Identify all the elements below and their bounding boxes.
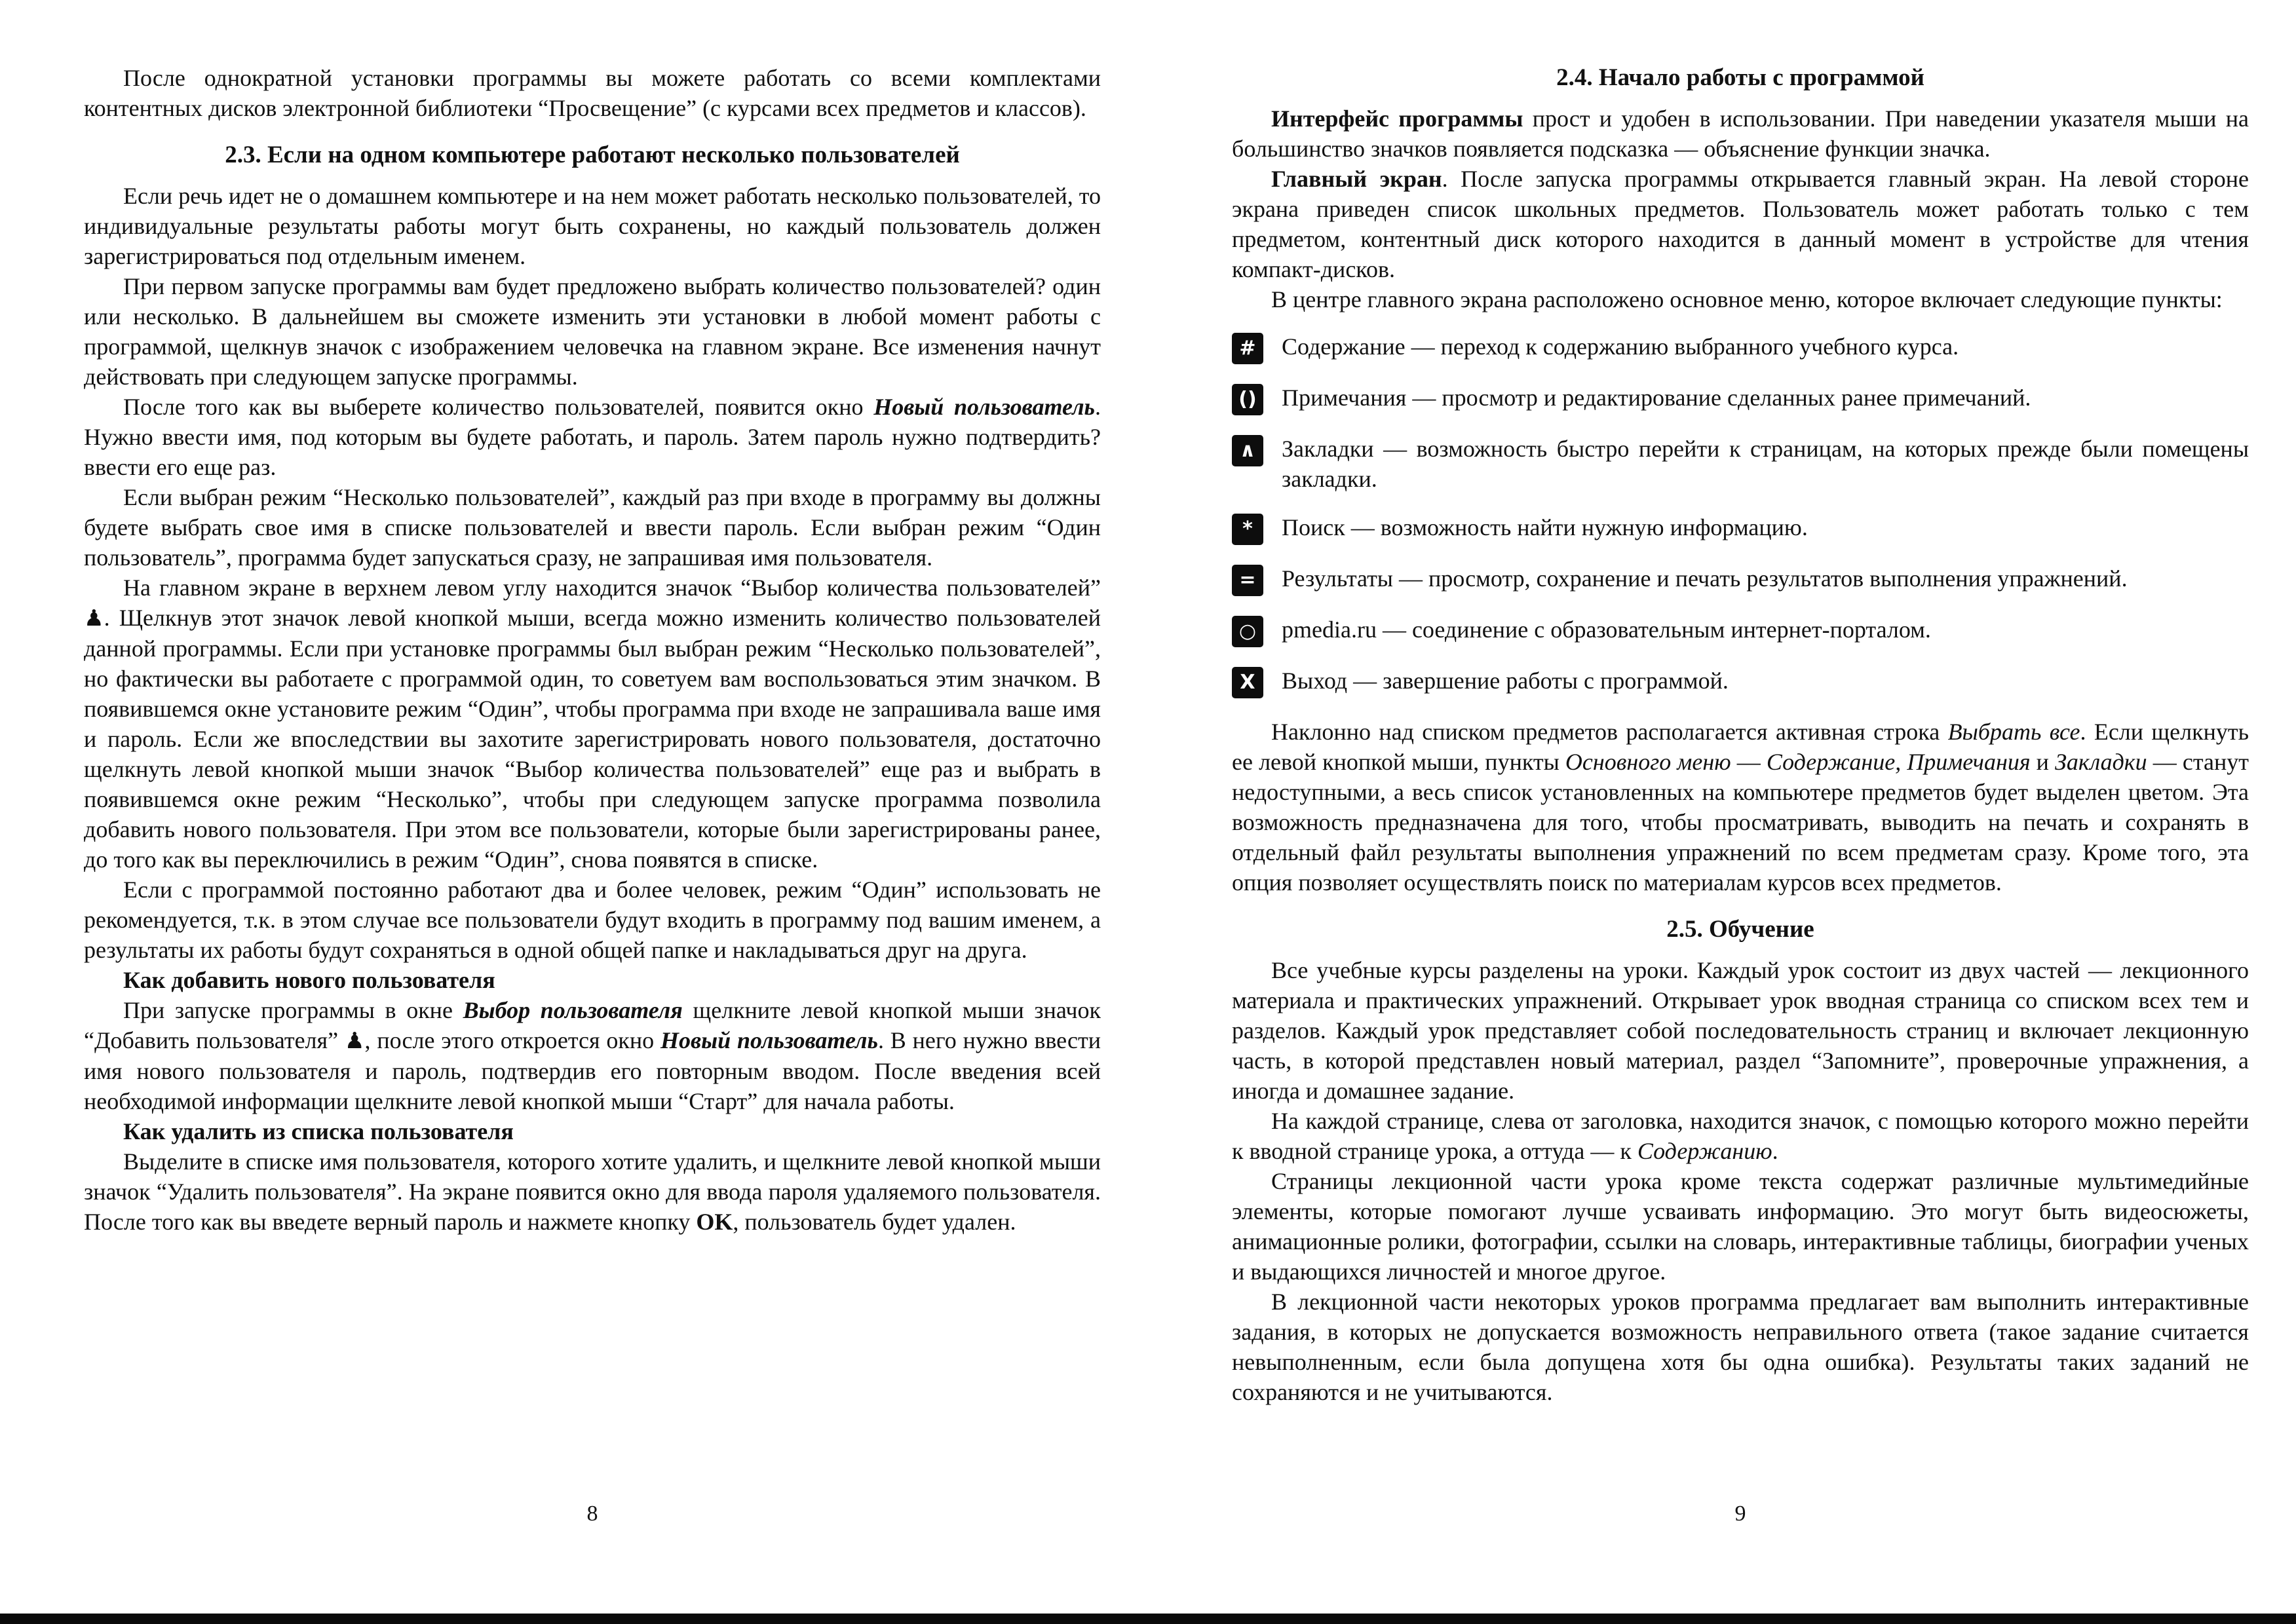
menu-item-text: Примечания — просмотр и редактирование сделанных ранее примечаний. — [1282, 385, 2031, 411]
search-icon: * — [1232, 514, 1263, 545]
paragraph-select-all: Наклонно над списком предметов располагается активная строка Выбрать все. Если щелкнуть ее левой кнопкой мыши, пункты Основного меню — Содержание, Примечания и Закладки — станут недоступными, а весь список установленных на компьютере предметов будет выделен цветом. Эта возможность предназначена для того, чтобы просматривать, выводить на печать и сохранять в отдельный файл результаты выполнения упражнений по всем предметам сразу. Кроме того, эта опция позволяет осуществлять поиск по материалам курсов всех предметов. — [1232, 719, 2249, 896]
page-left — [84, 63, 1101, 1237]
paragraph-multimedia: Страницы лекционной части урока кроме текста содержат различные мультимедийные элементы, которые помогают лучше усваивать информацию. Это могут быть видеосюжеты, анимационные ролики, фотографии, ссылки на словарь, интерактивные таблицы, биографии ученых и выдающихся личностей и многое другое. — [1232, 1168, 2249, 1285]
menu-item-pmedia — [1232, 614, 2249, 647]
menu-item-notes — [1232, 383, 2249, 415]
menu-item-search — [1232, 512, 2249, 545]
menu-item-label: Закладки — [1282, 436, 1374, 462]
paragraph-intro: После однократной установки программы вы можете работать со всеми комплектами контентных дисков электронной библиотеки “Просвещение” (с курсами всех предметов и классов). — [84, 65, 1101, 121]
paragraph-interface: Интерфейс программы прост и удобен в использовании. При наведении указателя мыши на большинство значков появляется подсказка — объяснение функции значка. — [1232, 105, 2249, 162]
paragraph-main-screen: Главный экран. После запуска программы открывается главный экран. На левой стороне экрана приведен список школьных предметов. Пользователь может работать только с тем предметом, контентный диск которого находится в данный момент в устройстве для чтения компакт-дисков. — [1232, 166, 2249, 282]
menu-item-label: Результаты — [1282, 565, 1393, 592]
section-heading-2-4: 2.4. Начало работы с программой — [1556, 64, 1924, 91]
results-icon: = — [1232, 565, 1263, 596]
paragraph-page-icon: На каждой странице, слева от заголовка, находится значок, с помощью которого можно перейти к вводной странице урока, а оттуда — к Содержанию. — [1232, 1108, 2249, 1164]
paragraph-add-user: При запуске программы в окне Выбор пользователя щелкните левой кнопкой мыши значок “Добавить пользователя” ♟, после этого откроется окно Новый пользователь. В него нужно ввести имя нового пользователя и пароль, подтвердив его повторным вводом. После введения всей необходимой информации щелкните левой кнопкой мыши “Старт” для начала работы. — [84, 997, 1101, 1114]
menu-item-text: Закладки — возможность быстро перейти к страницам, на которых прежде были помещены закладки. — [1282, 436, 2249, 492]
add-user-icon: ♟ — [344, 1028, 365, 1054]
menu-item-text: Содержание — переход к содержанию выбранного учебного курса. — [1282, 333, 1959, 360]
paragraph-multi-users: Если речь идет не о домашнем компьютере и на нем может работать несколько пользователей, то индивидуальные результаты работы могут быть сохранены, но каждый пользователь должен зарегистрироваться под отдельным именем. — [84, 183, 1101, 269]
section-heading-2-5: 2.5. Обучение — [1666, 916, 1814, 943]
paragraph-not-recommended: Если с программой постоянно работают два и более человек, режим “Один” использовать не рекомендуется, т.к. в этом случае все пользователи будут входить в программу под вашим именем, а результаты их работы будут сохраняться в одной общей папке и накладываться друг на друга. — [84, 877, 1101, 963]
menu-item-text: Выход — завершение работы с программой. — [1282, 668, 1729, 694]
page-number-right: 9 — [1734, 1501, 1746, 1526]
paragraph-delete-user: Выделите в списке имя пользователя, которого хотите удалить, и щелкните левой кнопкой мыши значок “Удалить пользователя”. На экране появится окно для ввода пароля удаляемого пользователя. После того как вы введете верный пароль и нажмете кнопку OK, пользователь будет удален. — [84, 1148, 1101, 1235]
menu-item-text: Результаты — просмотр, сохранение и печать результатов выполнения упражнений. — [1282, 565, 2128, 592]
scan-edge — [0, 1614, 2296, 1624]
section-heading-2-3: 2.3. Если на одном компьютере работают несколько пользователей — [225, 142, 960, 168]
paragraph-interactive-tasks: В лекционной части некоторых уроков программа предлагает вам выполнить интерактивные задания, в которых не допускается возможность неправильного ответа (такое задание считается невыполненным, если была допущена хотя бы одна ошибка). Результаты таких заданий не сохраняются и не учитываются. — [1232, 1289, 2249, 1405]
paragraph-change-users: На главном экране в верхнем левом углу находится значок “Выбор количества пользователей” ♟. Щелкнув этот значок левой кнопкой мыши, всегда можно изменить количество пользователей данной программы. Если при установке программы был выбран режим “Несколько пользователей”, но фактически вы работаете с программой один, то советуем вам воспользоваться этим значком. В появившемся окне установите режим “Один”, чтобы программа при входе не запрашивала ваше имя и пароль. Если же впоследствии вы захотите зарегистрировать нового пользователя, достаточно щелкнуть левой кнопкой мыши значок “Выбор количества пользователей” еще раз и выбрать в появившемся окне режим “Несколько”, чтобы при следующем запуске программа позволила добавить нового пользователя. При этом все пользователи, которые были зарегистрированы ранее, до того как вы переключились в режим “Один”, снова появятся в списке. — [84, 575, 1101, 873]
notes-icon: () — [1232, 384, 1263, 415]
paragraph-menu-intro: В центре главного экрана расположено основное меню, которое включает следующие пункты: — [1271, 286, 2223, 312]
page-right — [1232, 63, 2249, 1407]
menu-item-exit — [1232, 666, 2249, 698]
paragraph-modes: Если выбран режим “Несколько пользователей”, каждый раз при входе в программу вы должны будете выбрать свое имя в списке пользователей и ввести пароль. Если выбран режим “Один пользователь”, программа будет запускаться сразу, не запрашивая имя пользователя. — [84, 484, 1101, 571]
pmedia-icon: ○ — [1232, 616, 1263, 647]
menu-item-results — [1232, 563, 2249, 596]
menu-item-label: Примечания — [1282, 385, 1407, 411]
contents-icon: # — [1232, 333, 1263, 364]
menu-item-label: Выход — [1282, 668, 1348, 694]
paragraph-new-user: После того как вы выберете количество пользователей, появится окно Новый пользователь. Нужно ввести имя, под которым вы будете работать, и пароль. Затем пароль нужно подтвердить? ввести его еще раз. — [84, 394, 1101, 480]
bookmarks-icon: ∧ — [1232, 435, 1263, 466]
paragraph-first-launch: При первом запуске программы вам будет предложено выбрать количество пользователей? один или несколько. В дальнейшем вы сможете изменить эти установки в любой момент работы с программой, щелкнув значок с изображением человечка на главном экране. Все изменения начнут действовать при следующем запуске программы. — [84, 273, 1101, 390]
paragraph-lessons: Все учебные курсы разделены на уроки. Каждый урок состоит из двух частей — лекционного материала и практических упражнений. Открывает урок вводная страница со списком всех тем и разделов. Каждый урок представляет собой последовательность страниц и включает лекционную часть, в которой представлен новый материал, раздел “Запомните”, проверочные упражнения, а иногда и домашнее задание. — [1232, 957, 2249, 1104]
menu-item-label: Поиск — [1282, 514, 1345, 540]
menu-item-text: Поиск — возможность найти нужную информацию. — [1282, 514, 1808, 540]
page-number-left: 8 — [586, 1501, 598, 1526]
user-count-icon: ♟ — [84, 605, 104, 632]
menu-item-text: pmedia.ru — соединение с образовательным интернет-порталом. — [1282, 616, 1931, 643]
exit-icon: X — [1232, 667, 1263, 698]
menu-item-contents — [1232, 331, 2249, 364]
sub-heading-add-user: Как добавить нового пользователя — [123, 967, 495, 993]
menu-item-label: pmedia.ru — [1282, 616, 1377, 643]
menu-item-label: Содержание — [1282, 333, 1406, 360]
menu-item-bookmarks — [1232, 434, 2249, 494]
main-menu-list — [1232, 331, 2249, 698]
sub-heading-delete-user: Как удалить из списка пользователя — [123, 1118, 514, 1144]
